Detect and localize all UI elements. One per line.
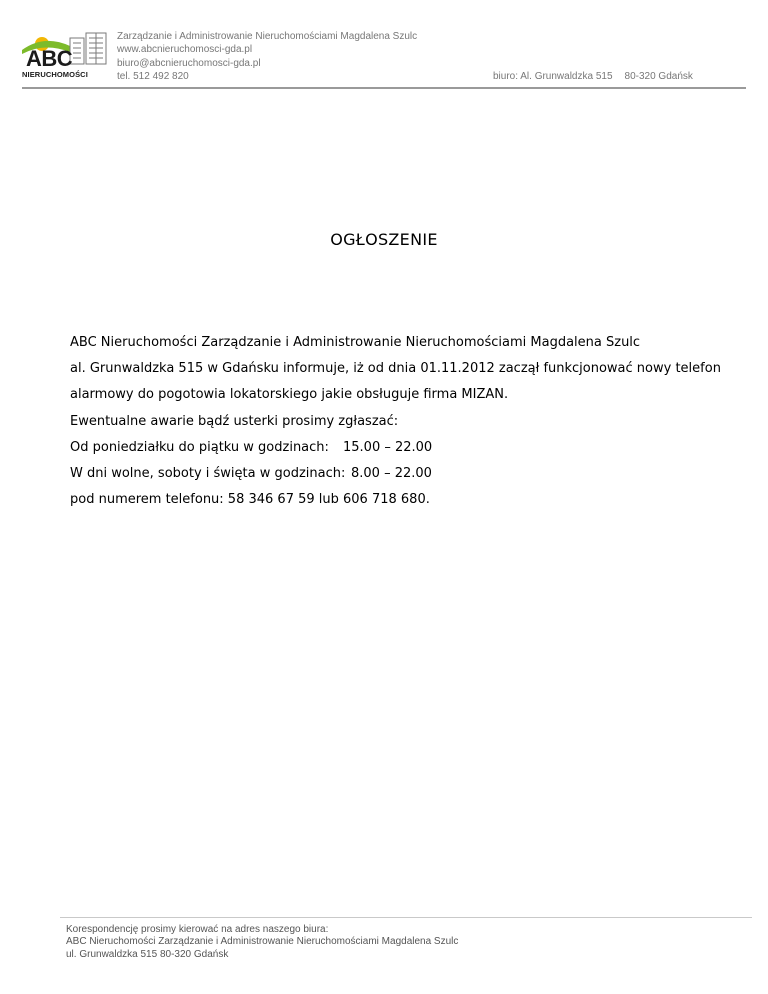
hours-row-weekdays <box>70 435 730 461</box>
header-divider <box>22 87 746 89</box>
hours-value-weekdays: 15.00 – 22.00 <box>343 439 433 455</box>
header-company-name: Zarządzanie i Administrowanie Nieruchomościami Magdalena Szulc <box>117 31 418 42</box>
header-contact-block <box>117 30 417 83</box>
footer-divider <box>60 917 752 918</box>
logo-brand-text: ABC <box>26 46 73 71</box>
hours-label-weekends: W dni wolne, soboty i święta w godzinach: <box>70 466 346 482</box>
footer-line-correspondence: Korespondencję prosimy kierować na adres naszego biura: <box>66 924 329 935</box>
body-line-announcement: al. Grunwaldzka 515 w Gdańsku informuje, iż od dnia 01.11.2012 zaczął funkcjonować nowy telefon <box>70 361 721 377</box>
body-line-company: ABC Nieruchomości Zarządzanie i Administrowanie Nieruchomościami Magdalena Szulc <box>70 335 641 350</box>
body-line-service: alarmowy do pogotowia lokatorskiego jakie obsługuje firma MIZAN. <box>70 387 509 403</box>
hours-row-weekends <box>70 461 730 487</box>
header-office-address <box>493 70 693 83</box>
company-logo <box>22 30 112 82</box>
body-line-phone-numbers: pod numerem telefonu: 58 346 67 59 lub 606 718 680. <box>70 492 430 508</box>
body-line-report-request: Ewentualne awarie bądź usterki prosimy zgłaszać: <box>70 413 399 429</box>
header-website-link[interactable]: www.abcnieruchomosci-gda.pl <box>117 44 253 56</box>
footer-line-company: ABC Nieruchomości Zarządzanie i Administrowanie Nieruchomościami Magdalena Szulc <box>66 936 459 948</box>
announcement-body <box>70 330 730 513</box>
header-phone: tel. 512 492 820 <box>117 70 189 82</box>
hours-label-weekdays: Od poniedziałku do piątku w godzinach: <box>70 439 329 455</box>
logo-subtitle-text: NIERUCHOMOŚCI <box>22 70 88 79</box>
header-email-link[interactable]: biuro@abcnieruchomosci-gda.pl <box>117 57 261 69</box>
document-title: OGŁOSZENIE <box>330 230 438 249</box>
footer-line-address: ul. Grunwaldzka 515 80-320 Gdańsk <box>66 948 229 960</box>
office-postal: 80-320 Gdańsk <box>624 71 693 82</box>
buildings-icon <box>70 33 106 64</box>
office-street: biuro: Al. Grunwaldzka 515 <box>493 71 613 82</box>
footer-block <box>66 924 458 961</box>
hours-value-weekends: 8.00 – 22.00 <box>351 466 432 482</box>
